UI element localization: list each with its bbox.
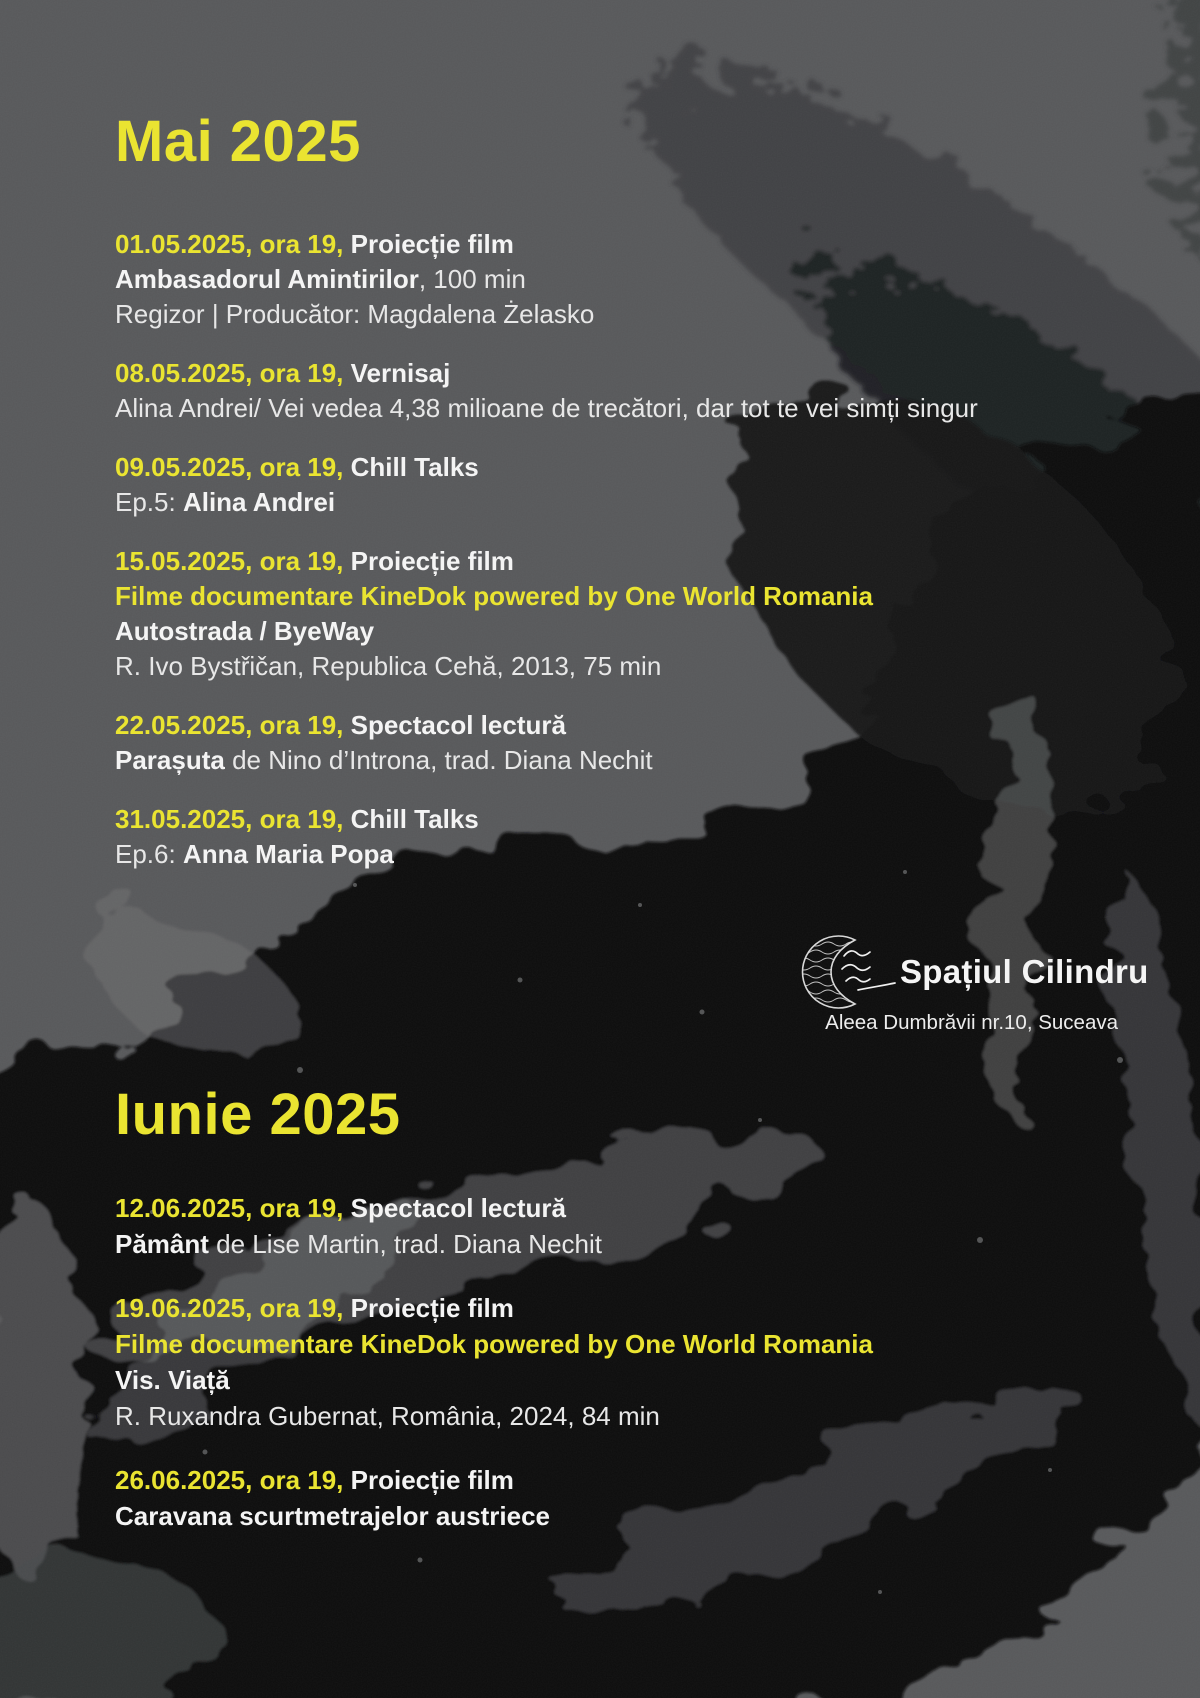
event-line — [115, 1362, 1120, 1398]
event-type: Vernisaj — [350, 357, 451, 388]
event-line — [115, 227, 1120, 262]
event-item — [115, 708, 1120, 778]
event-line — [115, 708, 1120, 743]
event-list-june — [115, 1190, 1120, 1534]
event-detail: de Lise Martin, trad. Diana Nechit — [208, 1228, 602, 1259]
event-type: Chill Talks — [350, 451, 479, 482]
event-line — [115, 485, 1120, 520]
event-line — [115, 1398, 1120, 1434]
section-title-june: Iunie 2025 — [115, 1081, 401, 1147]
section-title-may: Mai 2025 — [115, 109, 361, 174]
event-item — [115, 802, 1120, 872]
event-datetime: 22.05.2025, ora 19, — [115, 709, 351, 740]
event-datetime: 19.06.2025, ora 19, — [115, 1292, 351, 1323]
event-line — [115, 356, 1120, 391]
event-line — [115, 1498, 1120, 1534]
handwritten-script-marks — [842, 951, 895, 990]
venue-logo-row — [798, 934, 1149, 1010]
event-line — [115, 1226, 1120, 1262]
event-datetime: 08.05.2025, ora 19, — [115, 357, 351, 388]
event-detail: de Nino d’Introna, trad. Diana Nechit — [224, 744, 653, 775]
event-line — [115, 1326, 1120, 1362]
event-item — [115, 227, 1120, 332]
event-datetime: 15.05.2025, ora 19, — [115, 545, 351, 576]
event-item — [115, 450, 1120, 520]
event-line — [115, 1462, 1120, 1498]
event-item — [115, 1462, 1120, 1534]
event-line — [115, 743, 1120, 778]
event-series: Filme documentare KineDok powered by One World Romania — [115, 1328, 873, 1359]
event-title: Parașuta — [115, 744, 225, 775]
event-list-may — [115, 227, 1120, 872]
event-item — [115, 1290, 1120, 1434]
event-line — [115, 450, 1120, 485]
event-detail: R. Ruxandra Gubernat, România, 2024, 84 min — [115, 1400, 660, 1431]
event-type: Spectacol lectură — [350, 709, 566, 740]
crescent-moon-icon — [798, 934, 898, 1010]
section-june — [115, 1081, 1120, 1534]
event-type: Proiecție film — [350, 1464, 514, 1495]
event-line — [115, 262, 1120, 297]
event-title: Anna Maria Popa — [182, 838, 394, 869]
event-detail: Ep.6: — [115, 838, 183, 869]
venue-address: Aleea Dumbrăvii nr.10, Suceava — [825, 1011, 1118, 1034]
event-series: Filme documentare KineDok powered by One World Romania — [115, 580, 873, 611]
event-title: Ambasadorul Amintirilor — [115, 263, 419, 294]
event-type: Proiecție film — [350, 545, 514, 576]
venue-block — [798, 934, 1149, 1035]
event-item — [115, 1190, 1120, 1262]
event-datetime: 01.05.2025, ora 19, — [115, 228, 351, 259]
event-item — [115, 356, 1120, 426]
event-line — [115, 614, 1120, 649]
event-type: Spectacol lectură — [350, 1192, 566, 1223]
event-datetime: 09.05.2025, ora 19, — [115, 451, 351, 482]
event-title: Caravana scurtmetrajelor austriece — [115, 1500, 551, 1531]
event-type: Proiecție film — [350, 1292, 514, 1323]
event-detail: Alina Andrei/ Vei vedea 4,38 milioane de trecători, dar tot te vei simți singur — [115, 392, 978, 423]
event-title: Autostrada / ByeWay — [115, 615, 375, 646]
event-detail: R. Ivo Bystřičan, Republica Cehă, 2013, 75 min — [115, 650, 662, 681]
event-line — [115, 1190, 1120, 1226]
event-line — [115, 802, 1120, 837]
section-may — [115, 109, 1120, 872]
event-line — [115, 579, 1120, 614]
event-line — [115, 544, 1120, 579]
event-detail: Ep.5: — [115, 486, 183, 517]
event-title: Pământ — [115, 1228, 209, 1259]
event-datetime: 12.06.2025, ora 19, — [115, 1192, 351, 1223]
event-datetime: 26.06.2025, ora 19, — [115, 1464, 351, 1495]
event-detail: Regizor | Producător: Magdalena Żelasko — [115, 298, 595, 329]
event-detail: , 100 min — [418, 263, 526, 294]
event-line — [115, 837, 1120, 872]
event-type: Proiecție film — [350, 228, 514, 259]
venue-name: Spațiul Cilindru — [900, 953, 1149, 990]
event-line — [115, 391, 1120, 426]
event-line — [115, 1290, 1120, 1326]
event-title: Vis. Viață — [115, 1364, 230, 1395]
event-line — [115, 649, 1120, 684]
event-datetime: 31.05.2025, ora 19, — [115, 803, 351, 834]
event-line — [115, 297, 1120, 332]
event-title: Alina Andrei — [182, 486, 336, 517]
event-type: Chill Talks — [350, 803, 479, 834]
event-item — [115, 544, 1120, 684]
